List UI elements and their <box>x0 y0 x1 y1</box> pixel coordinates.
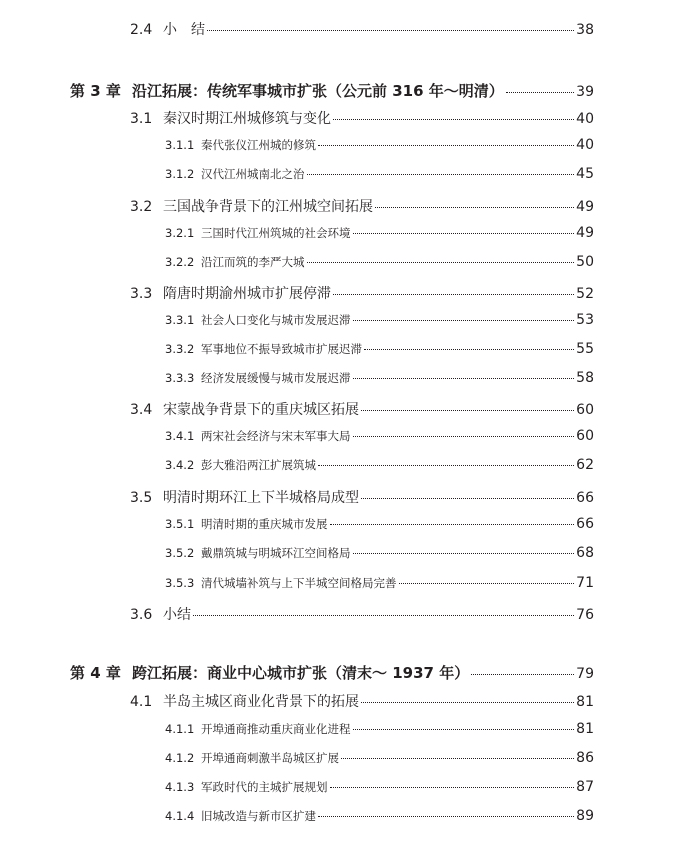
dot-leader <box>330 524 575 525</box>
dot-leader <box>318 465 574 466</box>
toc-page-number: 66 <box>576 490 594 506</box>
toc-section-entry <box>130 399 594 421</box>
toc-entry-title: 军事地位不振导致城市扩展迟滞 <box>201 342 362 356</box>
toc-entry-number: 3.1 <box>130 111 153 127</box>
toc-section-entry <box>130 108 594 130</box>
toc-page-number: 79 <box>576 666 594 682</box>
toc-entry-number: 4.1.3 <box>165 780 195 794</box>
toc-page-number: 45 <box>576 166 594 182</box>
dot-leader <box>361 702 574 703</box>
toc-entry-title: 沿江而筑的李严大城 <box>201 255 305 269</box>
toc-entry-title: 社会人口变化与城市发展迟滞 <box>201 313 351 327</box>
toc-section-entry <box>130 196 594 218</box>
toc-subsection-entry <box>165 137 594 159</box>
toc-section-entry <box>130 604 594 626</box>
toc-entry-title: 三国战争背景下的江州城空间拓展 <box>163 199 373 215</box>
toc-entry-title: 两宋社会经济与宋末军事大局 <box>201 429 351 443</box>
toc-page-number: 53 <box>576 312 594 328</box>
toc-section-entry <box>130 19 594 41</box>
dot-leader <box>318 145 574 146</box>
dot-leader <box>506 92 574 93</box>
toc-entry-title: 半岛主城区商业化背景下的拓展 <box>163 694 359 710</box>
toc-entry-title: 小结 <box>163 607 191 623</box>
toc-entry-number: 3.2 <box>130 199 153 215</box>
toc-subsection-entry <box>165 312 594 334</box>
toc-entry-title: 清代城墙补筑与上下半城空间格局完善 <box>201 576 397 590</box>
toc-entry-number: 4.1.2 <box>165 751 195 765</box>
toc-page-number: 38 <box>576 22 594 38</box>
toc-entry-title: 跨江拓展：商业中心城市扩张（清末～ 1937 年） <box>132 664 470 682</box>
toc-chapter-entry <box>70 80 594 102</box>
toc-entry-title: 开埠通商刺激半岛城区扩展 <box>201 751 339 765</box>
toc-page-number: 81 <box>576 721 594 737</box>
dot-leader <box>193 615 574 616</box>
dot-leader <box>353 729 575 730</box>
toc-entry-title: 隋唐时期渝州城市扩展停滞 <box>163 286 331 302</box>
toc-subsection-entry <box>165 428 594 450</box>
toc-entry-number: 3.3 <box>130 286 153 302</box>
toc-subsection-entry <box>165 457 594 479</box>
toc-page-number: 81 <box>576 694 594 710</box>
dot-leader <box>353 233 575 234</box>
dot-leader <box>330 787 575 788</box>
toc-entry-number: 3.5.2 <box>165 546 195 560</box>
toc-entry-number: 3.3.1 <box>165 313 195 327</box>
toc-subsection-entry <box>165 721 594 743</box>
toc-entry-title: 沿江拓展：传统军事城市扩张（公元前 316 年～明清） <box>132 82 504 100</box>
toc-entry-number: 3.1.1 <box>165 138 195 152</box>
dot-leader <box>207 30 574 31</box>
toc-entry-number: 3.4.1 <box>165 429 195 443</box>
toc-subsection-entry <box>165 516 594 538</box>
toc-entry-number: 3.4.2 <box>165 458 195 472</box>
toc-page-number: 58 <box>576 370 594 386</box>
dot-leader <box>361 410 574 411</box>
dot-leader <box>375 207 574 208</box>
toc-entry-number: 2.4 <box>130 22 153 38</box>
toc-entry-title: 秦汉时期江州城修筑与变化 <box>163 111 331 127</box>
toc-page-number: 89 <box>576 808 594 824</box>
toc-entry-title: 旧城改造与新市区扩建 <box>201 809 316 823</box>
toc-page-number: 86 <box>576 750 594 766</box>
dot-leader <box>399 583 575 584</box>
dot-leader <box>353 436 575 437</box>
toc-subsection-entry <box>165 808 594 830</box>
toc-subsection-entry <box>165 225 594 247</box>
toc-subsection-entry <box>165 341 594 363</box>
toc-subsection-entry <box>165 779 594 801</box>
toc-section-entry <box>130 691 594 713</box>
toc-entry-number: 第 4 章 <box>70 664 121 682</box>
dot-leader <box>333 294 574 295</box>
toc-page-number: 87 <box>576 779 594 795</box>
toc-page-number: 49 <box>576 199 594 215</box>
toc-entry-title: 宋蒙战争背景下的重庆城区拓展 <box>163 402 359 418</box>
toc-subsection-entry <box>165 370 594 392</box>
toc-entry-title: 秦代张仪江州城的修筑 <box>201 138 316 152</box>
toc-entry-title: 小 结 <box>163 22 205 38</box>
toc-entry-number: 3.1.2 <box>165 167 195 181</box>
toc-entry-number: 3.2.2 <box>165 255 195 269</box>
toc-page-number: 68 <box>576 545 594 561</box>
toc-chapter-entry <box>70 662 594 684</box>
toc-entry-title: 开埠通商推动重庆商业化进程 <box>201 722 351 736</box>
toc-entry-title: 汉代江州城南北之治 <box>201 167 305 181</box>
dot-leader <box>353 553 575 554</box>
toc-entry-number: 4.1 <box>130 694 153 710</box>
toc-entry-number: 3.3.3 <box>165 371 195 385</box>
toc-page-number: 40 <box>576 111 594 127</box>
toc-entry-number: 4.1.1 <box>165 722 195 736</box>
toc-entry-title: 明清时期环江上下半城格局成型 <box>163 490 359 506</box>
dot-leader <box>333 119 574 120</box>
toc-subsection-entry <box>165 545 594 567</box>
dot-leader <box>307 262 575 263</box>
toc-subsection-entry <box>165 254 594 276</box>
toc-page-number: 71 <box>576 575 594 591</box>
toc-entry-number: 3.5.3 <box>165 576 195 590</box>
dot-leader <box>353 378 575 379</box>
toc-subsection-entry <box>165 575 594 597</box>
dot-leader <box>307 174 575 175</box>
toc-section-entry <box>130 487 594 509</box>
toc-page-number: 76 <box>576 607 594 623</box>
dot-leader <box>471 674 574 675</box>
toc-entry-number: 4.1.4 <box>165 809 195 823</box>
toc-page-number: 60 <box>576 428 594 444</box>
toc-entry-number: 第 3 章 <box>70 82 121 100</box>
toc-page-number: 60 <box>576 402 594 418</box>
toc-entry-title: 戴鼎筑城与明城环江空间格局 <box>201 546 351 560</box>
toc-entry-title: 三国时代江州筑城的社会环境 <box>201 226 351 240</box>
toc-page-number: 62 <box>576 457 594 473</box>
toc-entry-title: 明清时期的重庆城市发展 <box>201 517 328 531</box>
toc-subsection-entry <box>165 750 594 772</box>
dot-leader <box>364 349 574 350</box>
toc-entry-number: 3.2.1 <box>165 226 195 240</box>
toc-page-number: 49 <box>576 225 594 241</box>
toc-entry-title: 彭大雅沿两江扩展筑城 <box>201 458 316 472</box>
toc-page-number: 52 <box>576 286 594 302</box>
toc-page-number: 66 <box>576 516 594 532</box>
dot-leader <box>318 816 574 817</box>
dot-leader <box>341 758 574 759</box>
toc-entry-number: 3.6 <box>130 607 153 623</box>
toc-entry-title: 军政时代的主城扩展规划 <box>201 780 328 794</box>
toc-page-number: 55 <box>576 341 594 357</box>
toc-page-number: 39 <box>576 84 594 100</box>
toc-entry-title: 经济发展缓慢与城市发展迟滞 <box>201 371 351 385</box>
toc-page-number: 50 <box>576 254 594 270</box>
dot-leader <box>353 320 575 321</box>
toc-section-entry <box>130 283 594 305</box>
toc-page-number: 40 <box>576 137 594 153</box>
toc-entry-number: 3.5.1 <box>165 517 195 531</box>
toc-subsection-entry <box>165 166 594 188</box>
toc-entry-number: 3.5 <box>130 490 153 506</box>
toc-entry-number: 3.4 <box>130 402 153 418</box>
dot-leader <box>361 498 574 499</box>
toc-entry-number: 3.3.2 <box>165 342 195 356</box>
